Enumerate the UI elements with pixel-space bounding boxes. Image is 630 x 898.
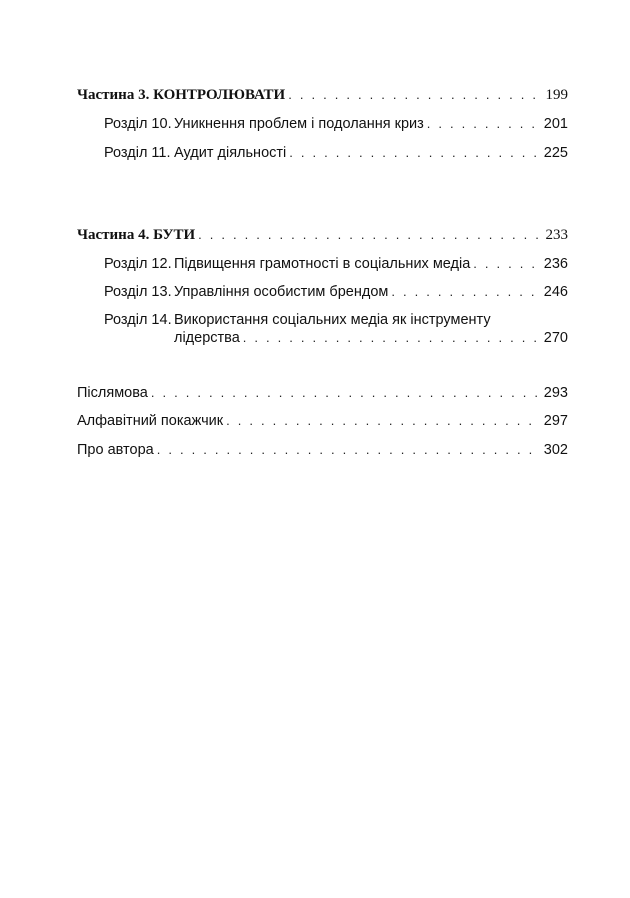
toc-entry-part-4[interactable] (77, 226, 568, 244)
toc-entry-part-3[interactable] (77, 86, 568, 104)
dot-leader (427, 115, 541, 133)
chapter-name-continued: лідерства (174, 330, 240, 346)
page-number: 199 (545, 87, 568, 103)
dot-leader (157, 441, 541, 459)
chapter-label: Розділ 12. (104, 256, 172, 272)
toc-entry-index[interactable] (77, 412, 568, 430)
chapter-title (104, 115, 424, 133)
toc-entry-about-author[interactable] (77, 441, 568, 459)
chapter-name: Аудит діяльності (174, 145, 287, 161)
dot-leader (226, 412, 541, 430)
toc-entry-chapter-10[interactable] (104, 115, 568, 133)
chapter-label: Розділ 13. (104, 284, 172, 300)
dot-leader (391, 283, 540, 301)
toc-entry-chapter-14-line1[interactable] (104, 311, 491, 329)
part-label: Частина 4. (77, 227, 150, 243)
part-title (77, 86, 285, 104)
page-number: 270 (543, 330, 568, 346)
page-number: 297 (543, 413, 568, 429)
page-number: 293 (543, 385, 568, 401)
back-matter-title: Про автора (77, 442, 154, 458)
chapter-title (104, 255, 470, 273)
page-number: 236 (543, 256, 568, 272)
dot-leader (198, 226, 542, 244)
toc-entry-chapter-12[interactable] (104, 255, 568, 273)
chapter-label: Розділ 11. (104, 145, 171, 161)
dot-leader (288, 86, 542, 104)
toc-entry-afterword[interactable] (77, 384, 568, 402)
back-matter-title: Алфавітний покажчик (77, 413, 224, 429)
chapter-name: Використання соціальних медіа як інструменту (174, 312, 491, 328)
part-name: БУТИ (153, 227, 196, 243)
page-number: 302 (543, 442, 568, 458)
part-label: Частина 3. (77, 87, 150, 103)
page-number: 225 (543, 145, 568, 161)
chapter-label: Розділ 14. (104, 312, 172, 328)
back-matter-title: Післямова (77, 385, 148, 401)
chapter-name: Уникнення проблем і подолання криз (174, 116, 424, 132)
page-number: 246 (543, 284, 568, 300)
toc-entry-chapter-14-line2[interactable] (174, 329, 568, 347)
part-title (77, 226, 195, 244)
chapter-name: Підвищення грамотності в соціальних медіа (174, 256, 471, 272)
chapter-name: Управління особистим брендом (174, 284, 389, 300)
toc-entry-chapter-11[interactable] (104, 144, 568, 162)
part-name: КОНТРОЛЮВАТИ (153, 87, 286, 103)
page-number: 201 (543, 116, 568, 132)
page-number: 233 (545, 227, 568, 243)
dot-leader (289, 144, 541, 162)
chapter-title (104, 283, 388, 301)
dot-leader (473, 255, 541, 273)
dot-leader (151, 384, 541, 402)
chapter-title (104, 144, 286, 162)
toc-entry-chapter-13[interactable] (104, 283, 568, 301)
dot-leader (243, 329, 541, 347)
chapter-label: Розділ 10. (104, 116, 172, 132)
